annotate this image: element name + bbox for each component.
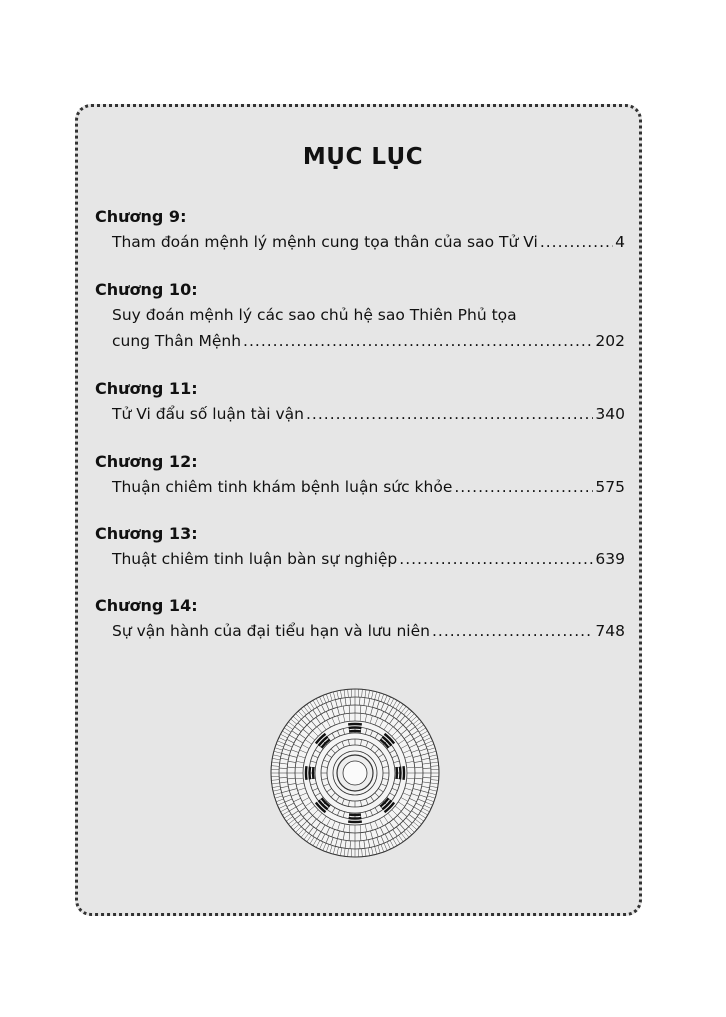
dot-leader — [399, 546, 593, 572]
chapter-title-line — [112, 328, 625, 354]
astrology-compass-emblem — [270, 688, 440, 858]
page-number: 202 — [595, 332, 625, 350]
page-number: 639 — [595, 550, 625, 568]
dot-leader — [432, 618, 593, 644]
chapter-title: Suy đoán mệnh lý các sao chủ hệ sao Thiên Phủ tọa — [112, 306, 517, 324]
chapter-title-line — [112, 546, 625, 572]
chapter-label: Chương 11: — [95, 379, 198, 398]
toc-entry-chapter-10 — [95, 278, 625, 354]
chapter-title: Tử Vi đẩu số luận tài vận — [112, 405, 304, 423]
dot-leader — [243, 328, 593, 354]
chapter-label: Chương 12: — [95, 452, 198, 471]
chapter-title: Thuật chiêm tinh luận bàn sự nghiệp — [112, 550, 398, 568]
chapter-title: Sự vận hành của đại tiểu hạn và lưu niên — [112, 622, 430, 640]
chapter-title-line — [112, 302, 625, 328]
chapter-title-continued: cung Thân Mệnh — [112, 332, 242, 350]
page-number: 340 — [595, 405, 625, 423]
toc-entry-chapter-14 — [95, 594, 625, 644]
toc-entry-chapter-9 — [95, 205, 625, 255]
toc-entry-chapter-13 — [95, 522, 625, 572]
chapter-title-line — [112, 229, 625, 255]
chapter-label: Chương 10: — [95, 280, 198, 299]
chapter-title-line — [112, 401, 625, 427]
toc-entry-chapter-12 — [95, 450, 625, 500]
chapter-title-line — [112, 474, 625, 500]
page-number: 748 — [595, 622, 625, 640]
dot-leader — [540, 229, 613, 255]
dot-leader — [306, 401, 593, 427]
page-title: MỤC LỤC — [302, 144, 424, 170]
toc-entry-chapter-11 — [95, 377, 625, 427]
chapter-title-line — [112, 618, 625, 644]
page-number: 575 — [595, 478, 625, 496]
dot-leader — [454, 474, 593, 500]
chapter-label: Chương 13: — [95, 524, 198, 543]
chapter-title: Tham đoán mệnh lý mệnh cung tọa thân của sao Tử Vi — [112, 233, 538, 251]
chapter-label: Chương 14: — [95, 596, 198, 615]
chapter-label: Chương 9: — [95, 207, 187, 226]
page-number: 4 — [615, 233, 625, 251]
chapter-title: Thuận chiêm tinh khám bệnh luận sức khỏe — [112, 478, 453, 496]
